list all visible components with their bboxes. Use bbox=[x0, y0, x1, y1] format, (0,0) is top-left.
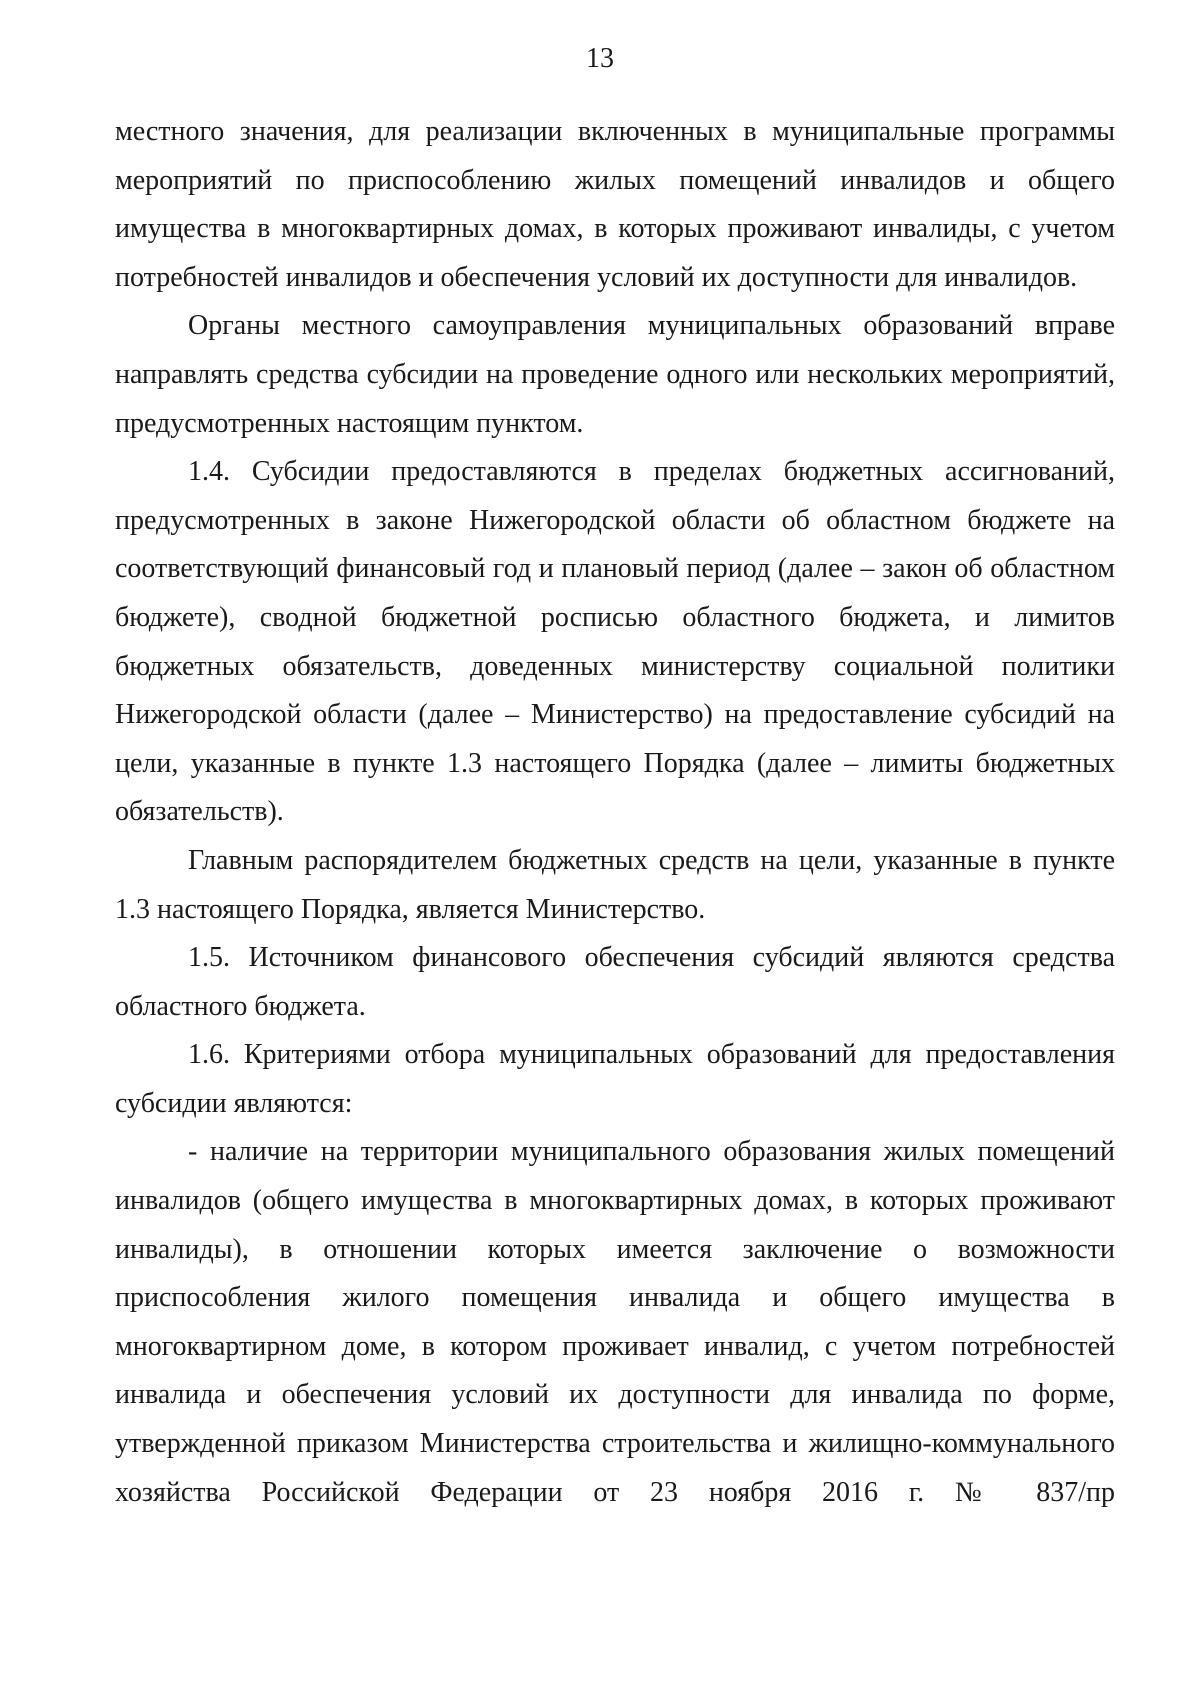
paragraph-criteria-item: - наличие на территории муниципального образования жилых помещений инвалидов (общего имущества в многоквартирных домах, в которых проживают инвалиды), в отношении которых имеется заключение о возможности приспособления жилого помещения инвалида и общего имущества в многоквартирном доме, в котором проживает инвалид, с учетом потребностей инвалида и обеспечения условий их доступности для инвалида по форме, утвержденной приказом Министерства строительства и жилищно-коммунального хозяйства Российской Федерации от 23 ноября 2016 г. № 837/пр bbox=[115, 1136, 1115, 1508]
document-body bbox=[115, 108, 1115, 1517]
paragraph-continuation: местного значения, для реализации включенных в муниципальные программы мероприятий по приспособлению жилых помещений инвалидов и общего имущества в многоквартирных домах, в которых проживают инвалиды, с учетом потребностей инвалидов и обеспечения условий их доступности для инвалидов. bbox=[115, 116, 1115, 293]
paragraph-clause-1-5: 1.5. Источником финансового обеспечения субсидий являются средства областного бюджета. bbox=[115, 942, 1115, 1022]
paragraph-main-administrator: Главным распорядителем бюджетных средств на цели, указанные в пункте 1.3 настоящего Порядка, является Министерство. bbox=[115, 844, 1115, 925]
paragraph-local-authorities: Органы местного самоуправления муниципальных образований вправе направлять средства субсидии на проведение одного или нескольких мероприятий, предусмотренных настоящим пунктом. bbox=[115, 310, 1115, 439]
paragraph-clause-1-6: 1.6. Критериями отбора муниципальных образований для предоставления субсидии являются: bbox=[115, 1039, 1115, 1119]
paragraph-clause-1-4: 1.4. Субсидии предоставляются в пределах бюджетных ассигнований, предусмотренных в законе Нижегородской области об областном бюджете на соответствующий финансовый год и плановый период (далее – закон об областном бюджете), сводной бюджетной росписью областного бюджета, и лимитов бюджетных обязательств, доведенных министерству социальной политики Нижегородской области (далее – Министерство) на предоставление субсидий на цели, указанные в пункте 1.3 настоящего Порядка (далее – лимиты бюджетных обязательств). bbox=[115, 456, 1115, 828]
page-number: 13 bbox=[586, 43, 614, 74]
